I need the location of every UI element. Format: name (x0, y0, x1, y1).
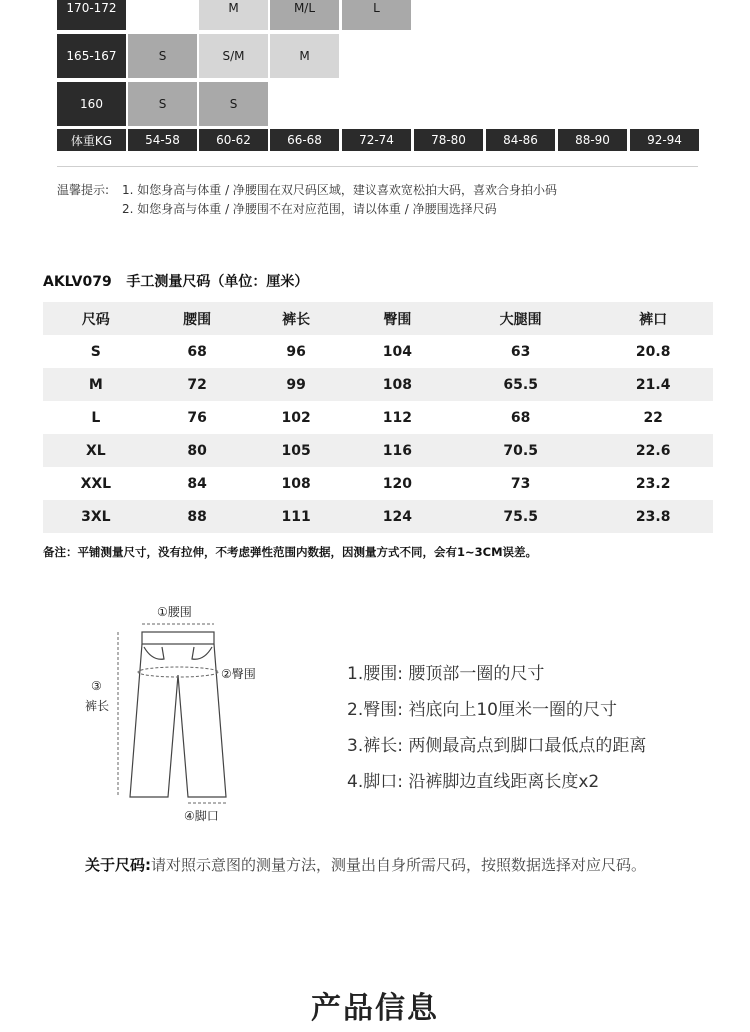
legend-item: 3.裤长: 两侧最高点到脚口最低点的距离 (347, 736, 647, 756)
tip-line-2: 2. 如您身高与体重 / 净腰围不在对应范围，请以体重 / 净腰围选择尺码 (122, 202, 497, 216)
column-header: 尺码 (43, 302, 149, 335)
table-row (43, 500, 713, 533)
size-cell: S (128, 82, 197, 126)
table-cell: 63 (510, 343, 531, 360)
table-cell: 3XL (43, 500, 149, 533)
table-cell: 120 (382, 475, 412, 492)
size-table-note: 备注：平铺测量尺寸，没有拉伸，不考虑弹性范围内数据，因测量方式不同，会有1~3CM误差。 (43, 545, 538, 559)
column-header: 大腿围 (448, 302, 593, 335)
table-cell: S (90, 343, 101, 360)
table-cell: 99 (246, 368, 347, 401)
table-cell: M (43, 368, 149, 401)
table-cell: 108 (347, 368, 448, 401)
table-row (43, 335, 713, 368)
weight-range-cell: 78-80 (414, 129, 483, 151)
length-label: 裤长 (85, 699, 110, 713)
weight-range-cell: 72-74 (342, 129, 411, 151)
table-cell: 108 (281, 475, 311, 492)
table-cell: XL (43, 434, 149, 467)
table-row (43, 467, 713, 500)
table-cell: 21.4 (593, 368, 713, 401)
table-cell: 96 (286, 343, 306, 360)
table-cell: 20.8 (635, 343, 671, 360)
table-cell: 112 (382, 409, 412, 426)
weight-range-cell: 66-68 (270, 129, 339, 151)
table-cell: 68 (510, 409, 531, 426)
divider (57, 166, 698, 167)
table-cell: 68 (187, 343, 207, 360)
weight-range-cell: 84-86 (486, 129, 555, 151)
product-info-heading: 产品信息 (311, 991, 439, 1026)
size-table (43, 302, 713, 533)
weight-range-cell: 92-94 (630, 129, 699, 151)
about-label: 关于尺码: (85, 856, 151, 874)
pocket-right-shape (192, 647, 212, 659)
hip-label: ②臀围 (221, 667, 256, 681)
table-cell: 105 (246, 434, 347, 467)
column-header: 裤口 (593, 302, 713, 335)
table-cell: 80 (149, 434, 246, 467)
table-cell: 70.5 (448, 434, 593, 467)
legend-item: 4.脚口: 沿裤脚边直线距离长度x2 (347, 772, 600, 792)
about-text: 请对照示意图的测量方法，测量出自身所需尺码，按照数据选择对应尺码。 (151, 856, 647, 874)
table-cell: XXL (80, 475, 112, 492)
table-cell: 22.6 (593, 434, 713, 467)
column-header: 裤长 (246, 302, 347, 335)
size-table-title: AKLV079 手工测量尺码（单位：厘米） (43, 274, 309, 290)
table-cell: 102 (281, 409, 311, 426)
table-cell: 23.8 (593, 500, 713, 533)
column-header: 臀围 (347, 302, 448, 335)
table-cell: L (91, 409, 101, 426)
waist-label: ①腰围 (157, 605, 192, 619)
table-cell: 76 (187, 409, 207, 426)
weight-range-cell: 60-62 (199, 129, 268, 151)
hem-label: ④脚口 (184, 809, 219, 823)
size-cell: S/M (199, 34, 268, 78)
tip-prefix: 温馨提示: (57, 183, 110, 197)
table-row (43, 434, 713, 467)
size-cell: S (128, 34, 197, 78)
table-header-row (43, 302, 713, 335)
column-header: 腰围 (149, 302, 246, 335)
pocket-left-shape (144, 647, 164, 659)
table-cell: 73 (510, 475, 531, 492)
weight-range-cell: 54-58 (128, 129, 197, 151)
about-size-paragraph (85, 850, 675, 880)
size-cell: L (342, 0, 411, 30)
table-cell: 23.2 (635, 475, 671, 492)
table-cell: 84 (187, 475, 207, 492)
size-cell: M/L (270, 0, 339, 30)
legend-item: 2.臀围: 裆底向上10厘米一圈的尺寸 (347, 700, 617, 720)
table-cell: 75.5 (448, 500, 593, 533)
length-label-number: ③ (91, 679, 102, 693)
size-cell: S (199, 82, 268, 126)
weight-range-cell: 88-90 (558, 129, 627, 151)
legend-item: 1.腰围: 腰顶部一圈的尺寸 (347, 664, 545, 684)
size-cell: M (270, 34, 339, 78)
table-cell: 72 (149, 368, 246, 401)
height-label: 170-172 (57, 0, 126, 30)
table-cell: 104 (382, 343, 412, 360)
table-cell: 88 (149, 500, 246, 533)
table-row (43, 401, 713, 434)
waistband-shape (142, 632, 214, 644)
weight-label: 体重KG (57, 129, 126, 151)
size-cell: M (199, 0, 268, 30)
table-cell: 22 (643, 409, 663, 426)
table-row (43, 368, 713, 401)
pants-diagram (80, 595, 280, 825)
tip-line-1: 1. 如您身高与体重 / 净腰围在双尺码区域，建议喜欢宽松拍大码，喜欢合身拍小码 (122, 183, 557, 197)
height-label: 165-167 (57, 34, 126, 78)
table-cell: 124 (347, 500, 448, 533)
table-cell: 111 (246, 500, 347, 533)
table-cell: 116 (347, 434, 448, 467)
table-cell: 65.5 (448, 368, 593, 401)
height-label: 160 (57, 82, 126, 126)
